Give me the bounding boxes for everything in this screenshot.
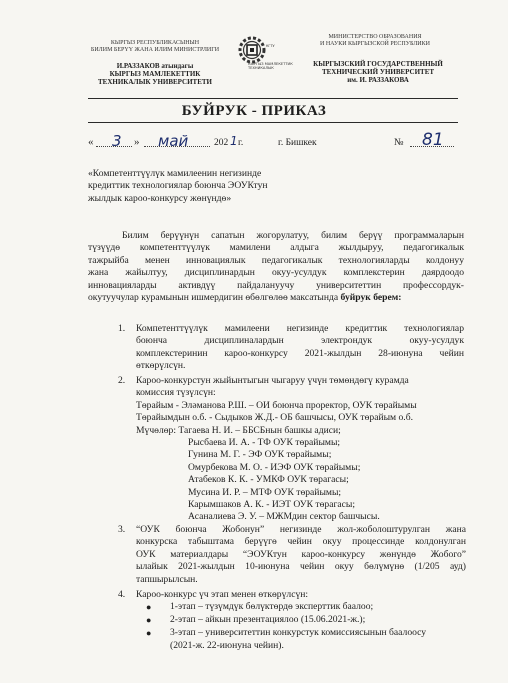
- bullet-item-1: 1-этап – түзүмдүк бөлүктөрдө эксперттик баалоо;: [170, 601, 374, 612]
- number-underline: [410, 146, 454, 147]
- subject-line: жылдык кароо-конкурсу жөнүндө»: [88, 192, 232, 204]
- right-ministry-line2: И НАУКИ КЫРГЫЗСКОЙ РЕСПУБЛИКИ: [320, 41, 430, 47]
- bullet-item-3-continued: (2021-ж. 22-июнуна чейин).: [170, 640, 284, 651]
- item-3: [136, 524, 466, 586]
- member-line: Гунина М. Г. - ЭФ ОУК төрайымы;: [188, 449, 332, 461]
- item-1-line: боюнча дисциплиналардын электрондук окуу-усулдук: [136, 335, 464, 347]
- left-ministry-line2: БИЛИМ БЕРҮҮ ЖАНА ИЛИМ МИНИСТРЛИГИ: [90, 47, 220, 53]
- item-4: Кароо-конкурс үч этап менен өткөрүлсүн:: [136, 589, 309, 600]
- order-subject: [88, 168, 348, 205]
- date-year-suffix: г.: [238, 138, 244, 148]
- gear-logo-icon: [232, 33, 282, 79]
- date-day: 3: [112, 132, 122, 150]
- svg-text:КГТУ: КГТУ: [266, 44, 275, 48]
- intro-line: Билим берүүнүн сапатын жогорулатуу, билим берүү программаларын: [122, 230, 464, 241]
- date-open-quote: «: [88, 136, 94, 148]
- member-line: Карымшаков А. К. - ИЭТ ОУК төрагасы;: [188, 499, 356, 511]
- bullet-icon: ●: [146, 602, 152, 612]
- item-2-line: Мүчөлөр: Тагаева Н. И. – ББСБнын башкы адиси;: [136, 424, 341, 436]
- item-1: [136, 323, 464, 373]
- bullet-icon: ●: [146, 615, 152, 625]
- title-rule-bottom: [88, 122, 458, 123]
- day-underline: [96, 146, 132, 147]
- intro-paragraph: [88, 230, 464, 304]
- right-ministry-line1: МИНИСТЕРСТВО ОБРАЗОВАНИЯ: [328, 34, 422, 40]
- intro-command: буйрук берем:: [340, 292, 402, 304]
- right-university-line1: КЫРГЫЗСКИЙ ГОСУДАРСТВЕННЫЙ: [313, 60, 443, 68]
- right-university-line2: ТЕХНИЧЕСКИЙ УНИВЕРСИТЕТ: [321, 68, 435, 76]
- item-2: [136, 375, 466, 437]
- subject-line: «Компетенттүүлүк мамилеенин негизинде: [88, 168, 262, 179]
- item-2-line: Төрайымдын о.б. - Сыдыков Ж.Д.- ОБ башчысы, ОУК төрайым о.б.: [136, 412, 413, 424]
- item-number-2: 2.: [118, 375, 126, 386]
- item-number-3: 3.: [118, 524, 126, 535]
- logo-caption: КЫРГЫЗ МАМЛЕКЕТТИК ТЕХНИКАЛЫК: [248, 62, 293, 70]
- member-line: Асаналиева Э. У. – МЖМдин сектор башчысы.: [188, 511, 380, 523]
- item-1-line: өткөрүлсүн.: [136, 360, 186, 372]
- item-3-line: тапшырылсын.: [136, 573, 198, 585]
- subject-line: кредиттик технологиялар боюнча ЭОУКтун: [88, 180, 268, 192]
- date-year-hand: 1: [230, 134, 238, 148]
- right-university-line3: им. И. РАЗЗАКОВА: [347, 76, 409, 84]
- item-2-line: комиссия түзүлсүн:: [136, 387, 216, 399]
- order-number: 81: [422, 130, 444, 150]
- left-ministry-line1: КЫРГЫЗ РЕСПУБЛИКАСЫНЫН: [110, 40, 200, 46]
- order-number-label: №: [394, 137, 404, 148]
- item-number-1: 1.: [118, 323, 126, 334]
- intro-line: инновацияларды активдүү пайдалануучу университеттин профессордук-: [88, 279, 464, 291]
- item-3-line: конкурска табыштама берүүгө чейин окуу процессинде колдонулган: [136, 536, 466, 548]
- left-university-line2: КЫРГЫЗ МАМЛЕКЕТТИК: [109, 70, 201, 78]
- member-line: Рысбаева И. А. - ТФ ОУК төрайымы;: [188, 437, 341, 448]
- bullet-icon: ●: [146, 628, 152, 638]
- date-line: [88, 132, 468, 154]
- document-title: БУЙРУК - ПРИКАЗ: [181, 103, 327, 119]
- university-logo: [232, 33, 282, 79]
- member-line: Мусина И. Р. – МТФ ОУК төрайымы;: [188, 486, 342, 498]
- item-3-line: “ОУК боюнча Жобонун” негизинде жол-жоболоштурулган жана: [136, 524, 466, 535]
- intro-line: жана жайылтуу, дисциплинардын окуу-усулдук комплекстерин даярдоодо: [88, 267, 464, 279]
- city: г. Бишкек: [278, 138, 317, 148]
- intro-last-line: [88, 292, 464, 304]
- item-2-line: Кароо-конкурстун жыйынтыгын чыгаруу үчүн төмөндөгү курамда: [136, 375, 409, 386]
- left-university-line3: ТЕХНИКАЛЫК УНИВЕРСИТЕТИ: [97, 78, 212, 86]
- item-3-line: ОУК материалдары “ЭОУКтун кароо-конкурсу жөнүндө Жобого”: [136, 548, 466, 560]
- intro-last-text: окутуучулар курамынын ишмердигин өбөлгөлөө максатында: [88, 292, 339, 304]
- title-rule-top: [88, 98, 458, 99]
- item-3-line: ылайык 2021-жылдын 10-июнуна чейин окуу бөлүмүнө (1/205 ауд): [136, 561, 466, 573]
- date-close-quote: »: [134, 136, 140, 148]
- intro-line: тажрыйба менен инновациялык педагогикалык технологияларды колдонуу: [88, 254, 464, 266]
- item-2-line: Төрайым - Эләманова Р.Ш. – ОИ боюнча проректор, ОУК төрайымы: [136, 399, 417, 411]
- member-line: Омурбекова М. О. - ИЭФ ОУК төрайымы;: [188, 461, 361, 473]
- month-underline: [144, 146, 210, 147]
- intro-line: түзүүдө компетенттүүлүк мамилени алдыга жылдыруу, педагогикалык: [88, 242, 464, 254]
- item-1-line: Компетенттүүлүк мамилеени негизинде кредиттик технологиялар: [136, 323, 464, 334]
- left-university-line1: И.РАЗЗАКОВ атындагы: [116, 62, 194, 70]
- bullet-item-3: 3-этап – университеттин конкурстук комиссиясынын баалоосу: [170, 627, 427, 638]
- member-line: Атабеков К. К. - УМКФ ОУК төрагасы;: [188, 474, 349, 486]
- date-month: май: [158, 132, 189, 150]
- item-1-line: комплекстеринин кароо-конкурсу 2021-жылдын 28-июнуна чейин: [136, 347, 464, 359]
- bullet-item-2: 2-этап – айкын презентациялоо (15.06.2021-ж.);: [170, 614, 366, 625]
- item-number-4: 4.: [118, 589, 126, 600]
- commission-members: [188, 437, 458, 524]
- date-year-prefix: 202: [214, 138, 229, 148]
